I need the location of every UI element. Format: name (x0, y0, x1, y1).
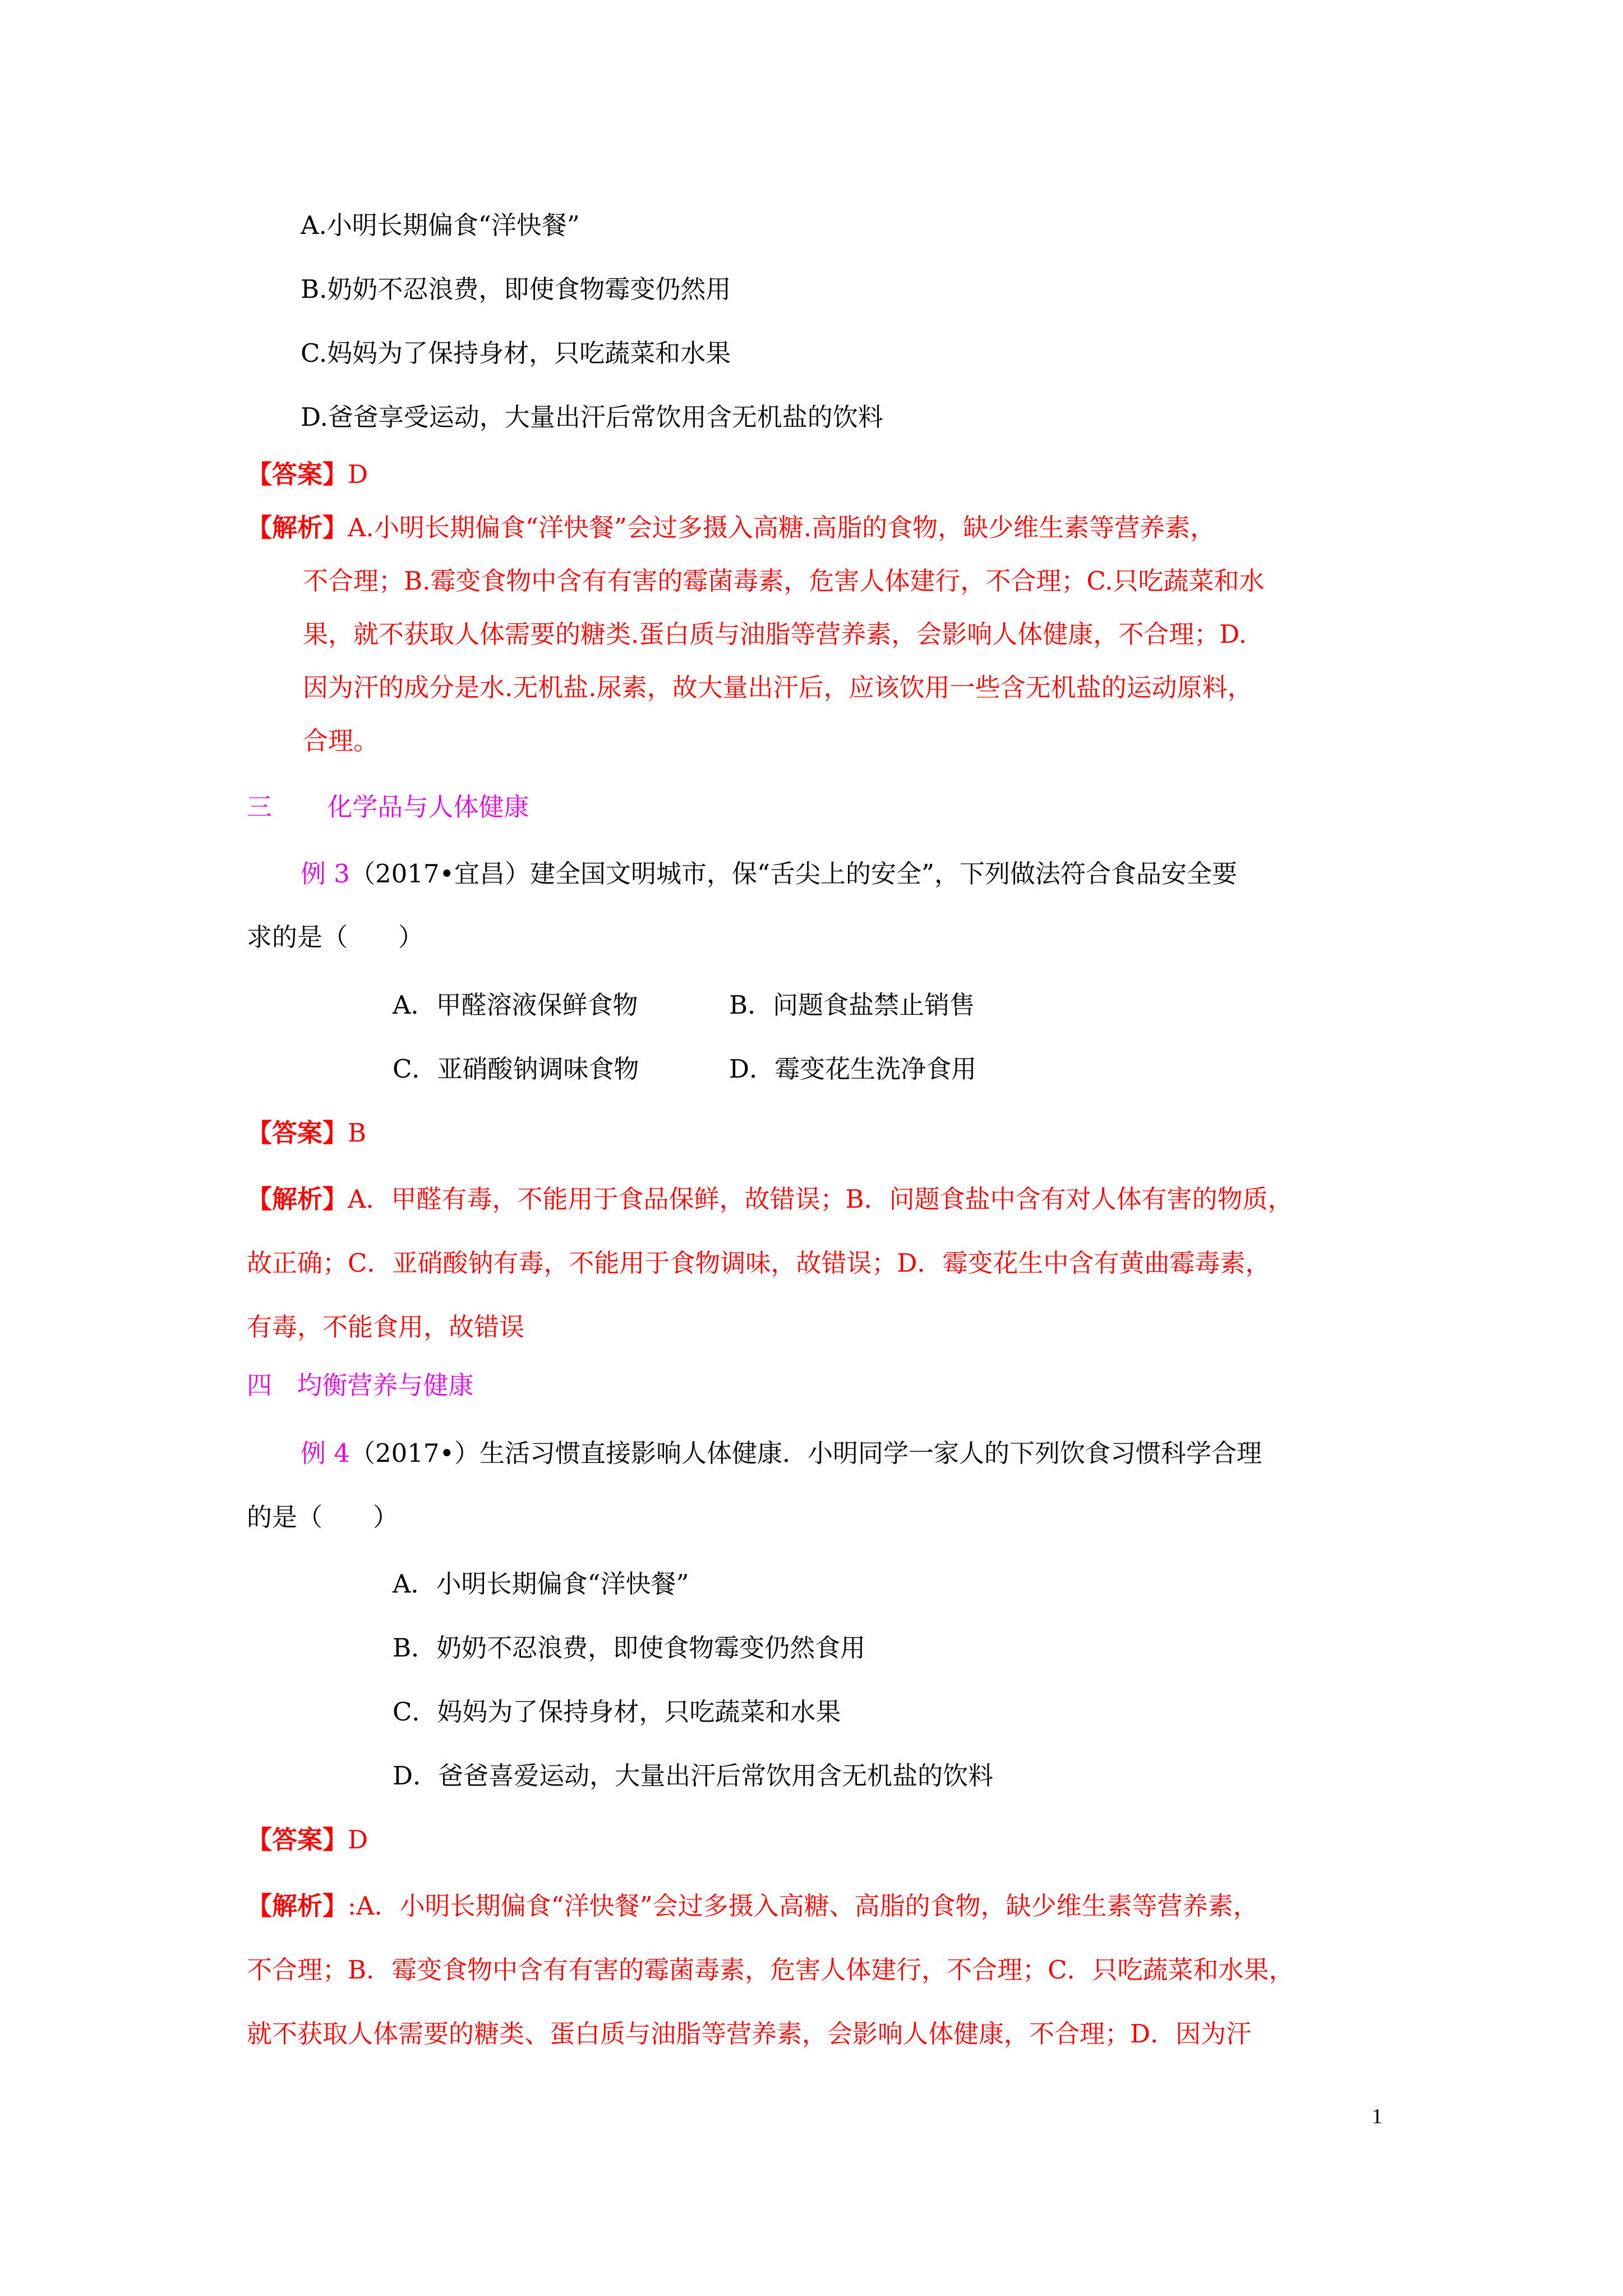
analysis-label: 【解析】 (247, 1891, 348, 1921)
page-number: 1 (1372, 2105, 1382, 2128)
answer-line (247, 458, 368, 491)
answer-value: D (348, 459, 368, 489)
example-stem-text: （2017•）生活习惯直接影响人体健康．小明同学一家人的下列饮食习惯科学合理 (349, 1438, 1262, 1468)
analysis-text: A.小明长期偏食“洋快餐”会过多摄入高糖.高脂的食物，缺少维生素等营养素， (348, 513, 1216, 542)
section-heading (247, 1369, 473, 1402)
option-a: A.小明长期偏食“洋快餐” (301, 210, 580, 240)
answer-value: D (348, 1825, 368, 1855)
option-d: D.爸爸享受运动，大量出汗后常饮用含无机盐的饮料 (301, 402, 883, 432)
answer-value: B (348, 1118, 367, 1148)
section-number: 四 (247, 1370, 273, 1400)
analysis-label: 【解析】 (247, 513, 348, 542)
section-heading (247, 790, 529, 824)
analysis-line: 不合理；B．霉变食物中含有有害的霉菌毒素，危害人体建行，不合理；C．只吃蔬菜和水果， (247, 1955, 1294, 1985)
example-stem: 求的是（ ） (247, 922, 424, 952)
analysis-line: 故正确；C．亚硝酸钠有毒，不能用于食物调味，故错误；D．霉变花生中含有黄曲霉毒素， (247, 1248, 1271, 1278)
option-d: D．爸爸喜爱运动，大量出汗后常饮用含无机盐的饮料 (393, 1761, 994, 1791)
example-stem: 的是（ ） (247, 1502, 399, 1532)
option-c: C.妈妈为了保持身材，只吃蔬菜和水果 (301, 338, 731, 368)
option-d: D．霉变花生洗净食用 (729, 1054, 977, 1084)
analysis-line (247, 511, 1215, 545)
analysis-line: 合理。 (303, 726, 379, 756)
example-stem-text: （2017•宜昌）建全国文明城市，保“舌尖上的安全”，下列做法符合食品安全要 (349, 859, 1238, 889)
analysis-line: 有毒，不能食用，故错误 (247, 1312, 525, 1342)
option-c: C．妈妈为了保持身材，只吃蔬菜和水果 (393, 1697, 841, 1727)
section-title: 均衡营养与健康 (297, 1370, 474, 1400)
section-number: 三 (247, 792, 273, 822)
analysis-label: 【解析】 (247, 1184, 348, 1214)
answer-label: 【答案】 (247, 459, 348, 489)
option-a: A．小明长期偏食“洋快餐” (393, 1569, 689, 1599)
analysis-line: 果，就不获取人体需要的糖类.蛋白质与油脂等营养素，会影响人体健康，不合理；D. (303, 619, 1247, 649)
option-b: B．奶奶不忍浪费，即使食物霉变仍然食用 (393, 1633, 866, 1663)
option-b: B.奶奶不忍浪费，即使食物霉变仍然用 (301, 274, 731, 304)
analysis-line: 因为汗的成分是水.无机盐.尿素，故大量出汗后，应该饮用一些含无机盐的运动原料， (303, 673, 1253, 702)
analysis-line (247, 1889, 1258, 1923)
answer-line (247, 1823, 368, 1857)
example-stem (301, 857, 1237, 891)
analysis-line: 不合理；B.霉变食物中含有有害的霉菌毒素，危害人体建行，不合理；C.只吃蔬菜和水 (303, 566, 1265, 596)
answer-label: 【答案】 (247, 1118, 348, 1148)
option-b: B．问题食盐禁止销售 (729, 990, 975, 1020)
analysis-text: :A．小明长期偏食“洋快餐”会过多摄入高糖、高脂的食物，缺少维生素等营养素， (348, 1891, 1258, 1921)
example-label: 例 4 (301, 1438, 350, 1468)
example-stem (301, 1437, 1262, 1470)
section-title: 化学品与人体健康 (327, 792, 529, 822)
answer-label: 【答案】 (247, 1825, 348, 1855)
option-a: A．甲醛溶液保鲜食物 (393, 990, 638, 1020)
analysis-line (247, 1182, 1293, 1216)
example-label: 例 3 (301, 859, 350, 889)
answer-line (247, 1116, 366, 1150)
option-c: C．亚硝酸钠调味食物 (393, 1054, 639, 1084)
analysis-text: A．甲醛有毒，不能用于食品保鲜，故错误；B．问题食盐中含有对人体有害的物质， (348, 1184, 1293, 1214)
analysis-line: 就不获取人体需要的糖类、蛋白质与油脂等营养素，会影响人体健康，不合理；D．因为汗 (247, 2019, 1252, 2049)
